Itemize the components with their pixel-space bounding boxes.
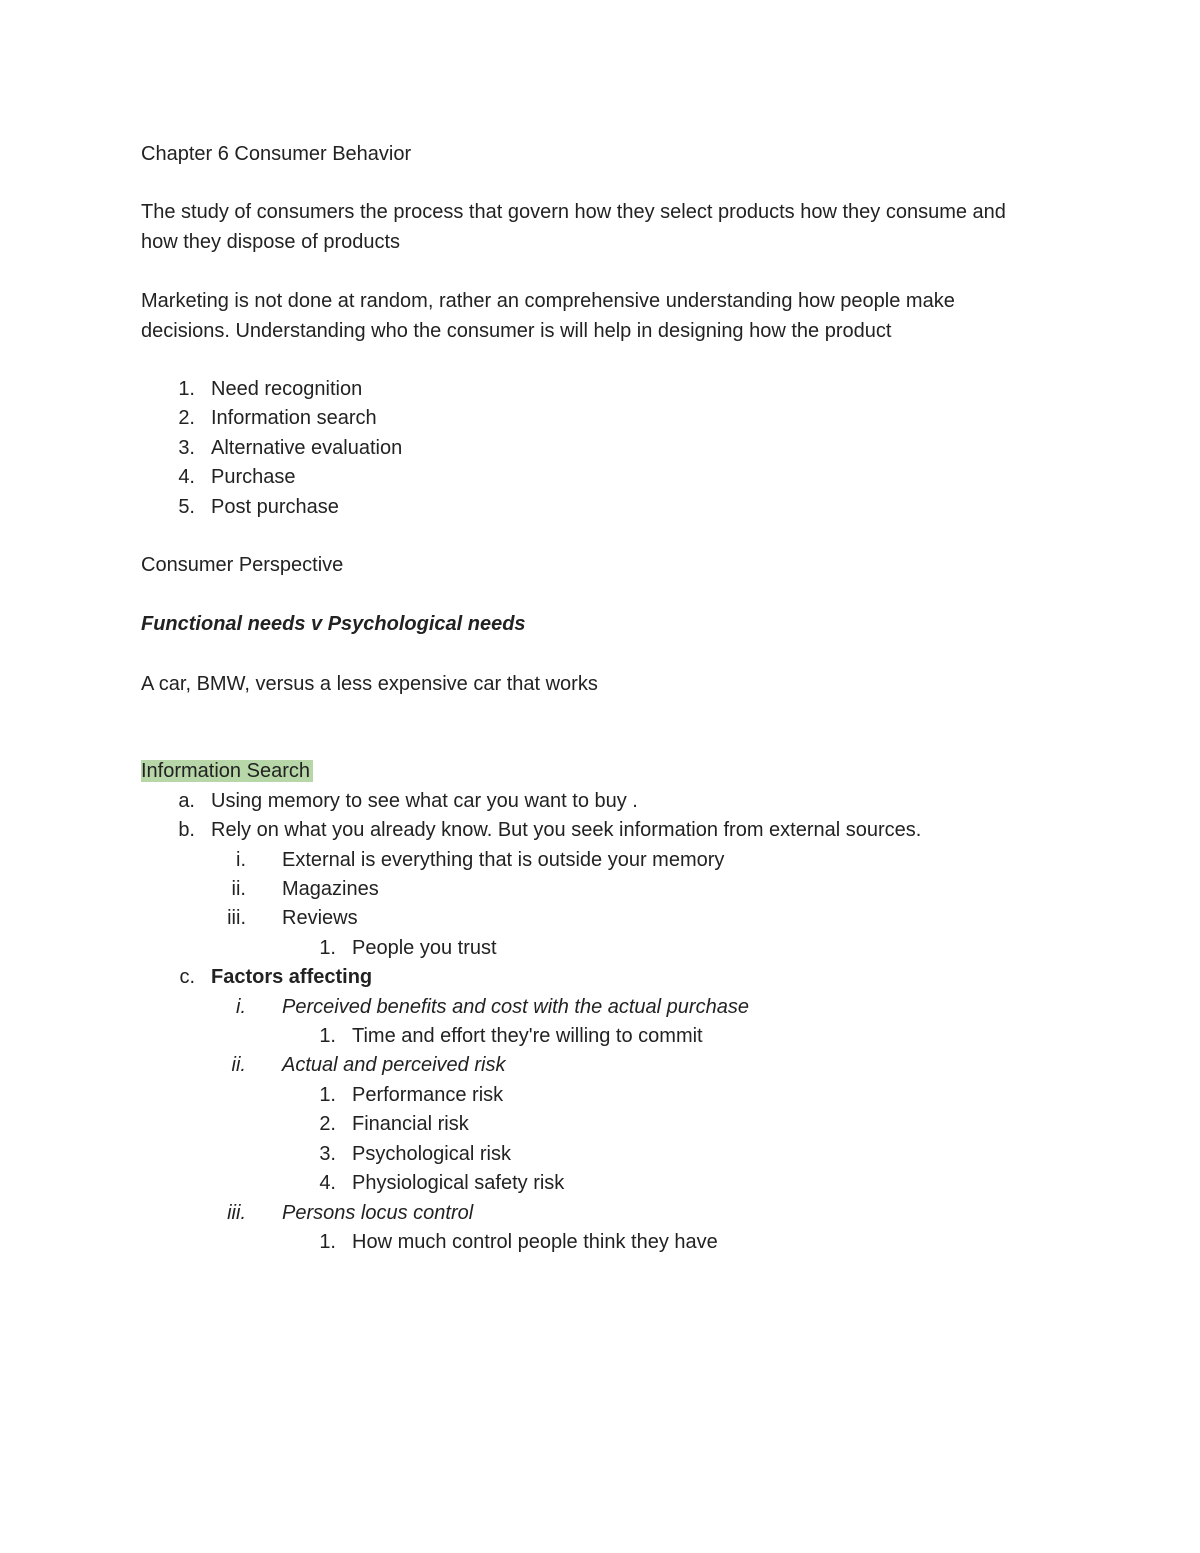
list-marker: c.	[179, 966, 195, 988]
list-marker: ii.	[231, 878, 246, 900]
definition-paragraph: The study of consumers the process that govern how they select products how they consume and how they dispose of products	[141, 201, 1006, 253]
list-item: Factors affecting	[211, 966, 373, 988]
list-item: Persons locus control	[282, 1202, 474, 1224]
list-item: Reviews	[282, 907, 358, 929]
list-marker: b.	[178, 819, 195, 841]
highlighted-text: Information Search	[141, 760, 313, 782]
list-item: Financial risk	[352, 1113, 469, 1135]
list-item: Psychological risk	[352, 1143, 511, 1165]
car-example-text: A car, BMW, versus a less expensive car that works	[141, 673, 598, 695]
list-marker: 3.	[178, 437, 195, 459]
consumer-perspective-heading: Consumer Perspective	[141, 554, 344, 576]
list-item: Need recognition	[211, 378, 363, 400]
list-item: Perceived benefits and cost with the actual purchase	[282, 996, 749, 1018]
needs-heading: Functional needs v Psychological needs	[141, 613, 526, 635]
list-marker: 2.	[178, 407, 195, 429]
list-item: Purchase	[211, 466, 296, 488]
list-marker: a.	[178, 790, 195, 812]
document-title: Chapter 6 Consumer Behavior	[141, 143, 412, 165]
list-marker: iii.	[227, 1202, 246, 1224]
list-item: Using memory to see what car you want to buy .	[211, 790, 638, 812]
list-item: Post purchase	[211, 496, 339, 518]
list-item: Rely on what you already know. But you seek information from external sources.	[211, 819, 922, 841]
list-marker: 1.	[319, 1231, 336, 1253]
list-item: Time and effort they're willing to commit	[352, 1025, 703, 1047]
list-marker: 1.	[319, 937, 336, 959]
list-marker: 3.	[319, 1143, 336, 1165]
list-item: Magazines	[282, 878, 379, 900]
list-marker: 5.	[178, 496, 195, 518]
list-marker: i.	[236, 849, 246, 871]
list-marker: 1.	[319, 1084, 336, 1106]
list-item: How much control people think they have	[352, 1231, 718, 1253]
list-item: Alternative evaluation	[211, 437, 403, 459]
list-marker: 4.	[178, 466, 195, 488]
list-item: People you trust	[352, 937, 497, 959]
list-item: External is everything that is outside your memory	[282, 849, 725, 871]
list-item: Information search	[211, 407, 377, 429]
list-marker: 2.	[319, 1113, 336, 1135]
list-marker: iii.	[227, 907, 246, 929]
marketing-paragraph: Marketing is not done at random, rather an comprehensive understanding how people make decisions. Understanding who the consumer is will help in designing how the product	[141, 290, 955, 342]
list-item: Performance risk	[352, 1084, 504, 1106]
list-item: Physiological safety risk	[352, 1172, 565, 1194]
list-item: Actual and perceived risk	[282, 1054, 506, 1076]
list-marker: i.	[236, 996, 246, 1018]
list-marker: 1.	[178, 378, 195, 400]
list-marker: 4.	[319, 1172, 336, 1194]
list-marker: 1.	[319, 1025, 336, 1047]
information-search-heading	[141, 757, 313, 787]
list-marker: ii.	[231, 1054, 246, 1076]
